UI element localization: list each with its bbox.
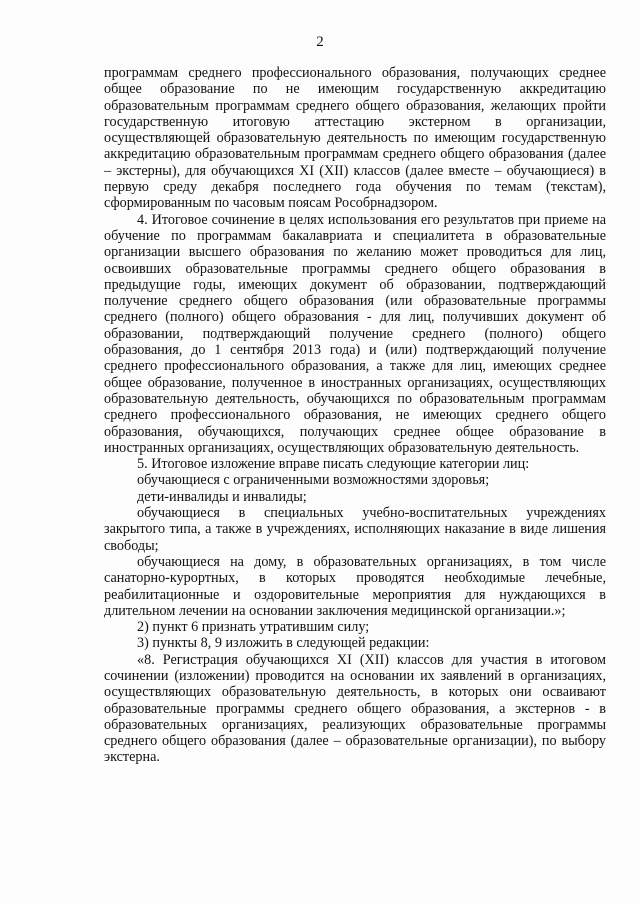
- list-item-invalids: дети-инвалиды и инвалиды;: [137, 488, 307, 505]
- paragraph-item-5: 5. Итоговое изложение вправе писать следующие категории лиц:: [137, 456, 530, 473]
- amendment-item-2: 2) пункт 6 признать утратившим силу;: [137, 619, 370, 636]
- list-item-closed-institutions: обучающиеся в специальных учебно-воспитательных учреждениях закрытого типа, а также в учреждениях, исполняющих наказание в виде лишения свободы;: [104, 505, 606, 554]
- list-item-disabilities: обучающиеся с ограниченными возможностями здоровья;: [137, 472, 490, 489]
- amendment-item-3: 3) пункты 8, 9 изложить в следующей редакции:: [137, 635, 430, 652]
- paragraph-continuation: программам среднего профессионального образования, получающих среднее общее образование по не имеющим государственную аккредитацию образовательным программам среднего общего образования, желающих пройти государственную итоговую аттестацию экстерном в организации, осуществляющей образовательную деятельность по имеющим государственную аккредитацию образовательным программам среднего общего образования (далее – экстерны), для обучающихся XI (XII) классов (далее вместе – обучающиеся) в первую среду декабря последнего года обучения по темам (текстам), сформированным по часовым поясам Рособрнадзором.: [104, 65, 606, 212]
- paragraph-item-4: 4. Итоговое сочинение в целях использования его результатов при приеме на обучение по программам бакалавриата и специалитета в образовательные организации высшего образования по желанию может проводиться для лиц, освоивших образовательные программы среднего общего образования в предыдущие годы, имеющих документ об образовании, подтверждающий получение среднего общего образования (или образовательные программы среднего (полного) общего образования - для лиц, получивших документ об образовании, подтверждающий получение среднего (полного) общего образования, до 1 сентября 2013 года) и (или) подтверждающий получение среднего профессионального образования, а также для лиц, имеющих среднее общее образование, полученное в иностранных организациях, осуществляющих образовательную деятельность, обучающихся по образовательным программам среднего профессионального образования, не имеющих среднего общего образования, обучающихся, получающих среднее общее образование в иностранных организациях, осуществляющих образовательную деятельность.: [104, 211, 606, 456]
- document-body: [104, 65, 606, 766]
- list-item-home-schooling: обучающиеся на дому, в образовательных организациях, в том числе санаторно-курортных, в которых проводятся необходимые лечебные, реабилитационные и оздоровительные мероприятия для нуждающихся в длительном лечении на основании заключения медицинской организации.»;: [104, 553, 606, 619]
- paragraph-item-8: «8. Регистрация обучающихся XI (XII) классов для участия в итоговом сочинении (изложении) проводится на основании их заявлений в организациях, осуществляющих образовательную деятельность, в которых они осваивают образовательные программы среднего общего образования, а экстернов - в образовательных организациях, реализующих образовательные программы среднего общего образования (далее – образовательные организации), по выбору экстерна.: [104, 651, 606, 766]
- page-number: 2: [316, 34, 324, 50]
